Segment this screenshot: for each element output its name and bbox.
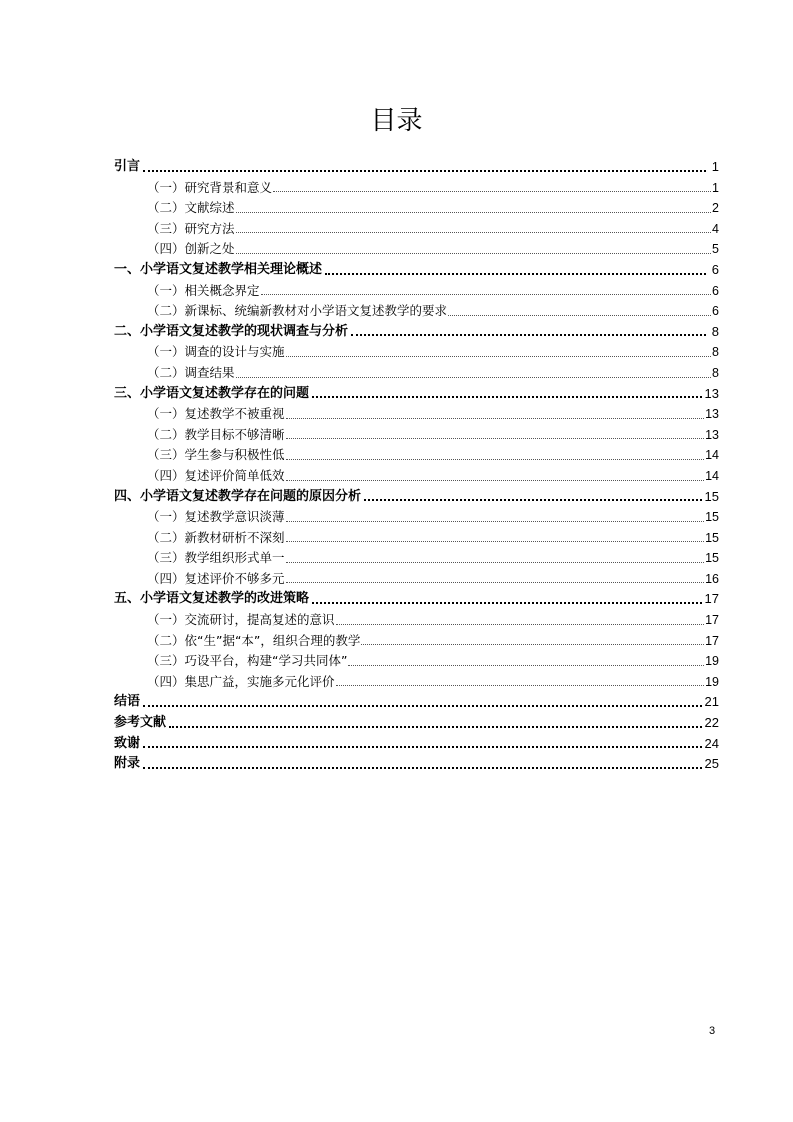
toc-entry-label: （一）调查的设计与实施 <box>147 344 285 360</box>
toc-entry-label: 结语 <box>114 694 141 710</box>
toc-chapter-entry[interactable] <box>114 754 719 775</box>
dot-leader <box>143 761 702 769</box>
toc-chapter-entry[interactable] <box>114 384 719 405</box>
toc-entry-page: 17 <box>705 633 719 648</box>
toc-entry-label: （二）调查结果 <box>147 364 235 380</box>
toc-chapter-entry[interactable] <box>114 692 719 713</box>
toc-section-entry[interactable] <box>114 363 719 384</box>
toc-entry-label: 三、小学语文复述教学存在的问题 <box>114 385 310 401</box>
toc-entry-label: 引言 <box>114 159 141 174</box>
dot-leader <box>236 247 712 254</box>
toc-entry-page: 17 <box>704 591 719 607</box>
toc-chapter-entry[interactable] <box>114 157 719 178</box>
toc-section-entry[interactable] <box>114 651 719 672</box>
toc-title: 目录 <box>370 106 423 136</box>
dot-leader <box>286 453 705 460</box>
dot-leader <box>236 226 712 233</box>
dot-leader <box>448 309 711 316</box>
toc-entry-page: 19 <box>705 674 719 689</box>
dot-leader <box>364 493 702 501</box>
toc-entry-page: 14 <box>705 468 719 483</box>
dot-leader <box>236 206 712 213</box>
toc-section-entry[interactable] <box>114 219 719 240</box>
toc-section-entry[interactable] <box>114 466 719 487</box>
toc-section-entry[interactable] <box>114 528 719 549</box>
toc-entry-label: （三）教学组织形式单一 <box>147 550 285 566</box>
dot-leader <box>286 576 705 583</box>
toc-entry-page: 6 <box>712 304 719 319</box>
toc-entry-page: 4 <box>712 221 719 236</box>
dot-leader <box>336 679 705 686</box>
toc-entry-page: 6 <box>711 261 719 277</box>
toc-entry-label: 一、小学语文复述教学相关理论概述 <box>114 261 323 277</box>
toc-entry-label: （四）集思广益，实施多元化评价 <box>147 673 335 689</box>
toc-entry-label: （三）研究方法 <box>147 220 235 236</box>
toc-entry-label: （一）复述教学意识淡薄 <box>147 509 285 525</box>
toc-entry-page: 15 <box>705 551 719 566</box>
dot-leader <box>286 412 705 419</box>
toc-section-entry[interactable] <box>114 631 719 652</box>
toc-section-entry[interactable] <box>114 425 719 446</box>
toc-entry-page: 1 <box>711 159 719 174</box>
toc-entry-label: （二）教学目标不够清晰 <box>147 426 285 442</box>
toc-entry-page: 8 <box>712 365 719 380</box>
dot-leader <box>261 288 712 295</box>
dot-leader <box>286 474 705 481</box>
toc-entry-page: 21 <box>704 694 719 710</box>
toc-chapter-entry[interactable] <box>114 734 719 755</box>
toc-entry-label: 致谢 <box>114 735 141 751</box>
toc-section-entry[interactable] <box>114 548 719 569</box>
toc-section-entry[interactable] <box>114 569 719 590</box>
toc-section-entry[interactable] <box>114 404 719 425</box>
toc-section-entry[interactable] <box>114 445 719 466</box>
dot-leader <box>143 699 702 707</box>
toc-entry-label: （二）新教材研析不深刻 <box>147 529 285 545</box>
dot-leader <box>336 618 705 625</box>
toc-entry-label: （三）巧设平台，构建“学习共同体” <box>147 653 348 669</box>
dot-leader <box>286 350 712 357</box>
toc-entry-page: 19 <box>705 654 719 669</box>
toc-entry-label: （四）创新之处 <box>147 241 235 257</box>
toc-entry-label: （二）文献综述 <box>147 200 235 216</box>
toc-section-entry[interactable] <box>114 239 719 260</box>
dot-leader <box>312 390 702 398</box>
dot-leader <box>286 432 705 439</box>
dot-leader <box>273 185 711 192</box>
toc-section-entry[interactable] <box>114 198 719 219</box>
dot-leader <box>351 328 706 336</box>
toc-chapter-entry[interactable] <box>114 713 719 734</box>
toc-entry-page: 8 <box>711 323 719 339</box>
dot-leader <box>169 720 702 728</box>
toc-entry-label: 五、小学语文复述教学的改进策略 <box>114 591 310 607</box>
toc-entry-page: 8 <box>712 345 719 360</box>
toc-entry-label: （四）复述评价不够多元 <box>147 570 285 586</box>
toc-entry-page: 24 <box>704 735 719 751</box>
page-number: 3 <box>709 1025 716 1037</box>
toc-entry-page: 15 <box>704 488 719 504</box>
toc-entry-page: 13 <box>704 385 719 401</box>
toc-entry-page: 25 <box>704 756 719 772</box>
toc-entry-label: 四、小学语文复述教学存在问题的原因分析 <box>114 488 362 504</box>
toc-section-entry[interactable] <box>114 281 719 302</box>
toc-entry-label: （一）复述教学不被重视 <box>147 406 285 422</box>
dot-leader <box>143 164 706 172</box>
dot-leader <box>361 638 704 645</box>
toc-entry-label: （一）交流研讨，提高复述的意识 <box>147 612 335 628</box>
toc-entry-label: （一）研究背景和意义 <box>147 179 273 195</box>
toc-entry-page: 15 <box>705 530 719 545</box>
dot-leader <box>286 515 705 522</box>
dot-leader <box>286 556 705 563</box>
toc-entry-label: （三）学生参与积极性低 <box>147 447 285 463</box>
toc-entry-page: 16 <box>705 571 719 586</box>
dot-leader <box>286 535 705 542</box>
toc-chapter-entry[interactable] <box>114 589 719 610</box>
toc-entry-label: 二、小学语文复述教学的现状调查与分析 <box>114 323 349 339</box>
toc-entry-label: 附录 <box>114 756 141 772</box>
toc-entry-page: 2 <box>712 201 719 216</box>
toc-entry-label: （二）依“生”据“本”，组织合理的教学 <box>147 632 361 648</box>
toc-entry-page: 5 <box>712 242 719 257</box>
toc-entry-label: 参考文献 <box>114 715 167 731</box>
toc-entry-label: （四）复述评价简单低效 <box>147 467 285 483</box>
toc-section-entry[interactable] <box>114 342 719 363</box>
dot-leader <box>236 371 712 378</box>
toc-entry-page: 13 <box>705 427 719 442</box>
toc-entry-page: 14 <box>705 448 719 463</box>
toc-entry-label: （一）相关概念界定 <box>147 282 260 298</box>
toc-entry-page: 1 <box>712 180 719 195</box>
toc-entry-page: 17 <box>705 613 719 628</box>
dot-leader <box>325 267 706 275</box>
dot-leader <box>143 740 702 748</box>
toc-section-entry[interactable] <box>114 178 719 199</box>
toc-entry-page: 6 <box>712 283 719 298</box>
toc-chapter-entry[interactable] <box>114 487 719 508</box>
table-of-contents <box>114 157 719 775</box>
toc-section-entry[interactable] <box>114 610 719 631</box>
dot-leader <box>312 596 702 604</box>
toc-entry-label: （二）新课标、统编新教材对小学语文复述教学的要求 <box>147 303 448 319</box>
toc-chapter-entry[interactable] <box>114 260 719 281</box>
dot-leader <box>348 659 704 666</box>
toc-section-entry[interactable] <box>114 301 719 322</box>
toc-section-entry[interactable] <box>114 507 719 528</box>
toc-section-entry[interactable] <box>114 672 719 693</box>
toc-chapter-entry[interactable] <box>114 322 719 343</box>
toc-entry-page: 13 <box>705 407 719 422</box>
toc-entry-page: 22 <box>704 715 719 731</box>
toc-entry-page: 15 <box>705 510 719 525</box>
